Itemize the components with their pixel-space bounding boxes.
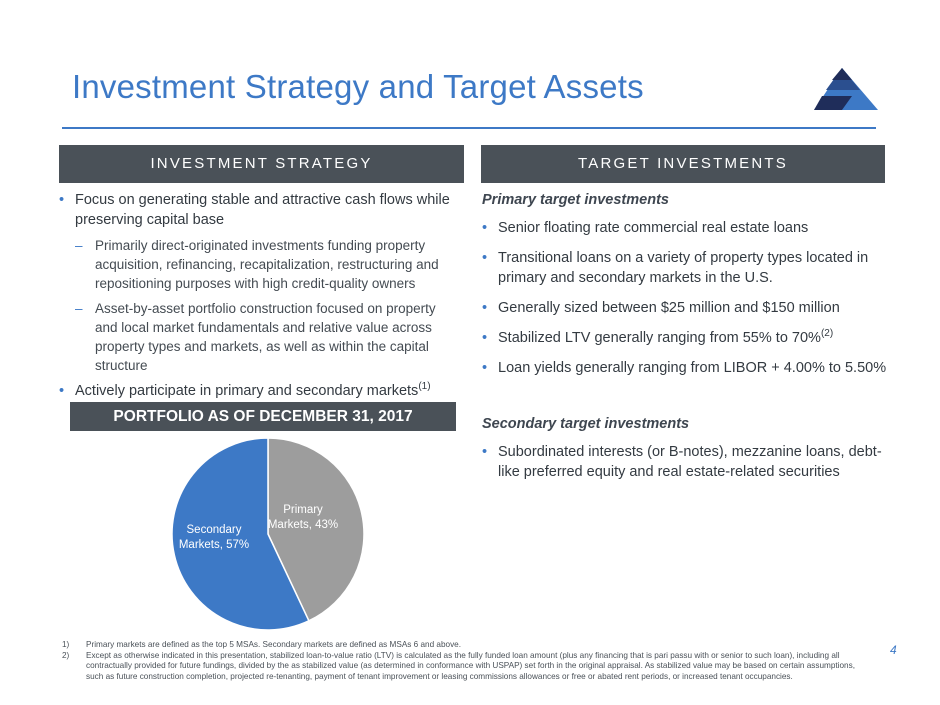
investment-strategy-header: INVESTMENT STRATEGY [59, 145, 464, 183]
bullet-icon: • [482, 330, 488, 346]
dash-icon: – [75, 238, 83, 253]
list-item [482, 218, 887, 238]
bullet-text: Focus on generating stable and attractive cash flows while preserving capital base [75, 192, 450, 228]
bullet-text: Loan yields generally ranging from LIBOR + 4.00% to 5.50% [498, 360, 887, 376]
investment-strategy-list [59, 190, 459, 407]
bullet-icon: • [59, 192, 65, 208]
sub-list-item [59, 236, 459, 293]
bullet-text: Transitional loans on a variety of property types located in primary and secondary markets in the U.S. [498, 250, 869, 286]
sub-bullet-text: Asset-by-asset portfolio construction focused on property and local market fundamentals and relative value across property types and markets, as well as within the capital structure [95, 301, 436, 373]
bullet-icon: • [482, 250, 488, 266]
bullet-text: Actively participate in primary and secondary markets [75, 383, 419, 399]
bullet-icon: • [59, 383, 65, 399]
list-item [59, 190, 459, 230]
bullet-text: Subordinated interests (or B-notes), mezzanine loans, debt-like preferred equity and real estate-related securities [498, 444, 882, 480]
footnote-number: 1) [62, 640, 70, 649]
footnote-text: Except as otherwise indicated in this presentation, stabilized loan-to-value ratio (LTV) is calculated as the fully funded loan amount (plus any financing that is pari passu with or senior to such loan), including all contractually provided for future fundings, divided by the as stabilized value (as determined in conformance with USPAP) set forth in the original appraisal. As stabilized value may be based on certain assumptions, such as future construction completion, projected re-tenanting, payment of tenant improvement or leasing commissions allowances or free or abated rent periods, or increased tenant occupancies. [86, 650, 855, 681]
page-number: 4 [890, 643, 897, 657]
pie-label-primary-line2: Markets, 43% [267, 519, 339, 531]
mountain-logo-icon [812, 66, 878, 110]
secondary-targets-heading: Secondary target investments [482, 416, 690, 432]
title-divider [62, 127, 876, 129]
list-item [482, 358, 887, 378]
bullet-icon: • [482, 220, 488, 236]
footnote [62, 640, 862, 651]
list-item [482, 248, 887, 288]
footnote-ref: (2) [820, 328, 834, 340]
bullet-icon: • [482, 300, 488, 316]
pie-label-secondary-line2: Markets, 57% [178, 539, 250, 551]
footnotes [62, 640, 862, 682]
portfolio-banner: PORTFOLIO AS OF DECEMBER 31, 2017 [70, 402, 456, 431]
bullet-icon: • [482, 444, 488, 460]
primary-targets-heading: Primary target investments [482, 192, 669, 208]
list-item [482, 328, 887, 348]
sub-list-item [59, 299, 459, 375]
footnote-ref: (1) [418, 381, 431, 393]
pie-label-primary-line1: Primary [283, 504, 323, 516]
target-investments-list [482, 190, 887, 492]
portfolio-pie-chart [170, 436, 366, 632]
bullet-text: Generally sized between $25 million and $150 million [498, 300, 840, 316]
page-title: Investment Strategy and Target Assets [72, 68, 644, 105]
sub-bullet-text: Primarily direct-originated investments funding property acquisition, refinancing, recapitalization, restructuring and repositioning purposes with high credit-quality owners [95, 238, 439, 291]
list-item [59, 381, 459, 401]
bullet-text: Stabilized LTV generally ranging from 55% to 70% [498, 330, 821, 346]
pie-label-secondary-line1: Secondary [186, 524, 242, 536]
target-investments-header: TARGET INVESTMENTS [481, 145, 885, 183]
dash-icon: – [75, 301, 83, 316]
footnote [62, 651, 862, 683]
list-item [482, 442, 887, 482]
footnote-text: Primary markets are defined as the top 5 MSAs. Secondary markets are defined as MSAs 6 and above. [86, 640, 461, 649]
list-item [482, 298, 887, 318]
bullet-text: Senior floating rate commercial real estate loans [498, 220, 809, 236]
bullet-icon: • [482, 360, 488, 376]
footnote-number: 2) [62, 650, 70, 660]
